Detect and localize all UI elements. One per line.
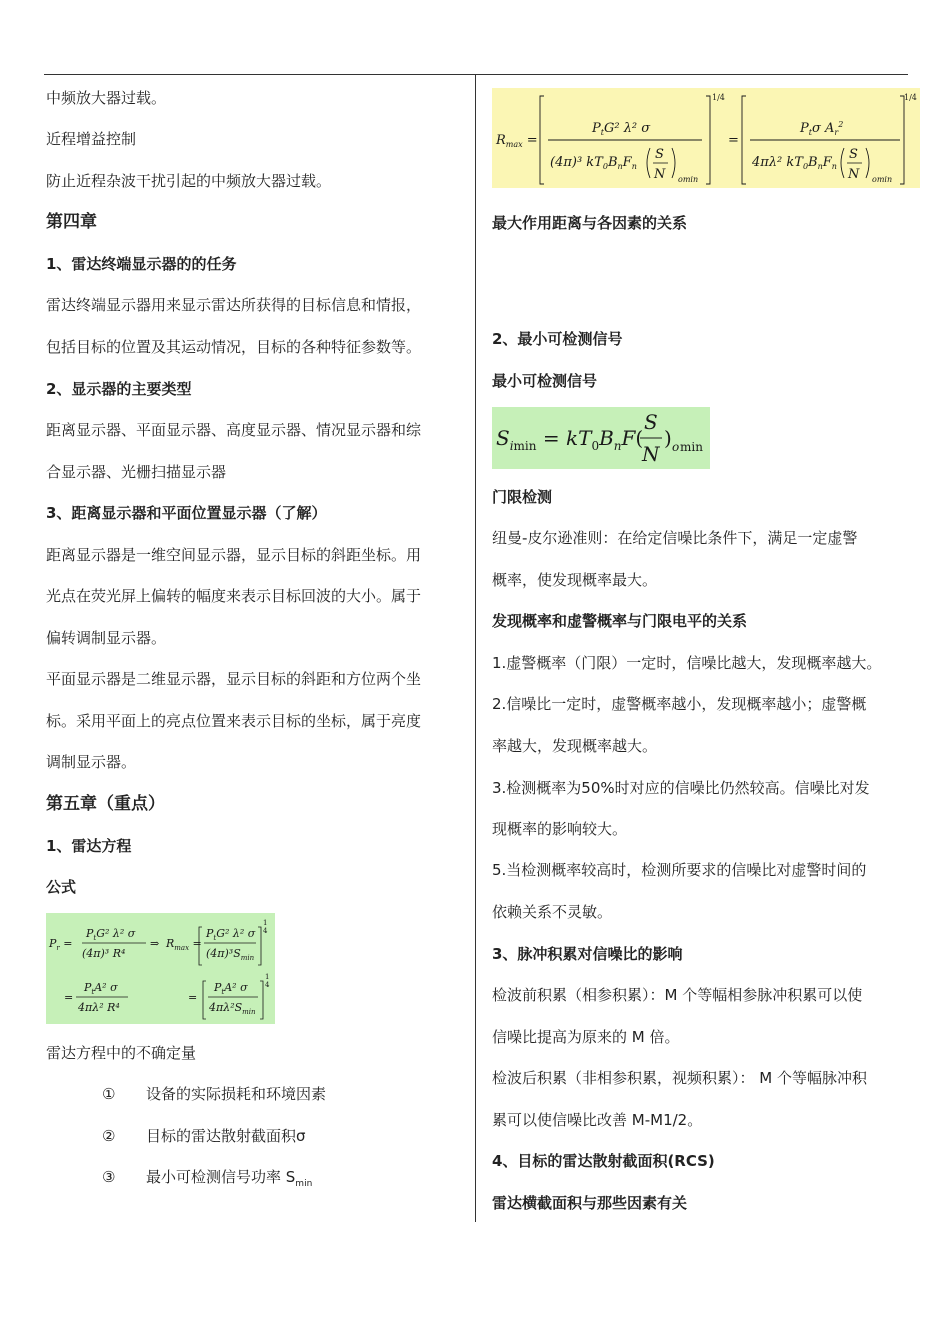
svg-text:S: S: [655, 147, 664, 162]
section-heading: 4、目标的雷达散射截面积(RCS): [492, 1152, 715, 1170]
paragraph-line: 中频放大器过载。: [46, 89, 167, 107]
svg-text:o: o: [672, 440, 680, 454]
svg-text:S: S: [644, 410, 658, 434]
svg-text:1/4: 1/4: [904, 93, 917, 102]
section-heading: 3、脉冲积累对信噪比的影响: [492, 945, 683, 963]
section-heading: 公式: [46, 878, 77, 896]
paragraph-line: 检波前积累（相参积累）：M 个等幅相参脉冲积累可以使: [492, 986, 863, 1004]
paragraph-line: 检波后积累（非相参积累，视频积累）： M 个等幅脉冲积: [492, 1069, 867, 1087]
radar-equation-formula: [46, 913, 275, 1024]
section-heading: 3、距离显示器和平面位置显示器（了解）: [46, 504, 327, 522]
svg-text:⇒: ⇒: [150, 937, 160, 950]
svg-text:(4π)³Smin: $(4\pi)^3S_{min}$: [206, 947, 255, 962]
svg-text:min: min: [680, 440, 703, 454]
svg-text:S: S: [849, 147, 858, 162]
paragraph-line: 现概率的影响较大。: [492, 820, 628, 838]
svg-text:1: 1: [265, 973, 270, 981]
paragraph-line: 雷达终端显示器用来显示雷达所获得的目标信息和情报，: [46, 296, 422, 314]
svg-text:(4π)³ R⁴: (4π)³ R⁴: [82, 947, 126, 960]
svg-text:PtG² λ² σ: $P_tG^2$ λ² σ: [86, 927, 136, 942]
svg-text:): ): [664, 426, 672, 450]
svg-text:N: N: [848, 167, 860, 182]
paragraph-line: 雷达方程中的不确定量: [46, 1044, 197, 1062]
svg-text:Rmax =: $R_{max}$ =: [496, 133, 538, 149]
svg-text:Rmax =: $R_{max}$ =: [166, 937, 202, 952]
list-item-marker: ①: [102, 1085, 116, 1103]
svg-text:PtA² σ: $P_tA^2$ σ: [214, 981, 248, 996]
svg-text:=: =: [728, 133, 739, 148]
svg-text:Pr =: $P_r$ =: [49, 937, 73, 952]
section-heading: 1、雷达终端显示器的的任务: [46, 255, 237, 273]
chapter-heading: 第五章（重点）: [46, 794, 165, 814]
section-heading: 最小可检测信号: [492, 372, 598, 390]
paragraph-line: 依赖关系不灵敏。: [492, 903, 613, 921]
paragraph-line: 率越大，发现概率越大。: [492, 737, 658, 755]
svg-text:omin: omin: [678, 175, 699, 184]
svg-text:4: 4: [263, 927, 268, 935]
svg-text:1: 1: [263, 919, 268, 927]
paragraph-line: 平面显示器是二维显示器，显示目标的斜距和方位两个坐: [46, 670, 422, 688]
section-heading: 2、最小可检测信号: [492, 330, 623, 348]
svg-text:4: 4: [265, 981, 270, 989]
section-heading: 雷达横截面积与那些因素有关: [492, 1194, 688, 1212]
paragraph-line: 距离显示器、平面显示器、高度显示器、情况显示器和综: [46, 421, 422, 439]
list-item-text: 设备的实际损耗和环境因素: [146, 1085, 327, 1103]
svg-text:=: =: [64, 991, 74, 1004]
list-item-text: [146, 1167, 312, 1194]
top-rule: [44, 74, 908, 75]
paragraph-line: 偏转调制显示器。: [46, 629, 167, 647]
svg-text:N: N: [654, 167, 666, 182]
svg-text:4πλ²Smin: $4\pi\lambda^2S_{min}$: [209, 1001, 256, 1016]
paragraph-line: 距离显示器是一维空间显示器，显示目标的斜距坐标。用: [46, 546, 422, 564]
paragraph-line: 包括目标的位置及其运动情况，目标的各种特征参数等。: [46, 338, 422, 356]
list-item-subscript: min: [295, 1179, 313, 1189]
svg-text:PtG² λ² σ: $P_tG^2$ λ² σ: [206, 927, 256, 942]
column-divider: [475, 74, 476, 1222]
paragraph-line: 5.当检测概率较高时，检测所要求的信噪比对虚警时间的: [492, 861, 867, 879]
rmax-formula: [492, 88, 920, 188]
svg-text:4πλ² R⁴: 4πλ² R⁴: [78, 1001, 120, 1014]
svg-text:PtA² σ: $P_tA^2$ σ: [84, 981, 118, 996]
svg-text:1/4: 1/4: [712, 93, 725, 102]
paragraph-line: 概率，使发现概率最大。: [492, 571, 658, 589]
svg-text:=: =: [188, 991, 198, 1004]
smin-formula: [492, 407, 710, 469]
paragraph-line: 调制显示器。: [46, 753, 137, 771]
paragraph-line: 纽曼-皮尔逊准则：在给定信噪比条件下，满足一定虚警: [492, 529, 858, 547]
paragraph-line: 信噪比提高为原来的 M 倍。: [492, 1028, 680, 1046]
section-heading: 最大作用距离与各因素的关系: [492, 214, 688, 232]
list-item-marker: ②: [102, 1127, 116, 1145]
svg-text:Simin = kT0BnF(: $S_i\min = kT_0B_nF$(: [496, 426, 644, 453]
section-heading: 2、显示器的主要类型: [46, 380, 192, 398]
paragraph-line: 近程增益控制: [46, 130, 137, 148]
svg-text:N: N: [642, 442, 660, 466]
paragraph-line: 累可以使信噪比改善 M-M1/2。: [492, 1111, 703, 1129]
list-item-text: 目标的雷达散射截面积σ: [146, 1127, 306, 1145]
list-item-marker: ③: [102, 1168, 116, 1186]
paragraph-line: 1.虚警概率（门限）一定时，信噪比越大，发现概率越大。: [492, 654, 882, 672]
svg-text:(4π)³ kT0BnFn: (4π)³ $kT_0B_nF_n$: [550, 155, 637, 171]
svg-text:4πλ² kT0BnFn: 4πλ² $kT_0B_nF_n$: [752, 155, 837, 171]
list-item-text-main: 最小可检测信号功率 S: [146, 1168, 296, 1186]
section-heading: 1、雷达方程: [46, 837, 132, 855]
paragraph-line: 光点在荧光屏上偏转的幅度来表示目标回波的大小。属于: [46, 587, 422, 605]
section-heading: 发现概率和虚警概率与门限电平的关系: [492, 612, 748, 630]
paragraph-line: 3.检测概率为50%时对应的信噪比仍然较高。信噪比对发: [492, 779, 870, 797]
svg-text:omin: omin: [872, 175, 893, 184]
paragraph-line: 2.信噪比一定时，虚警概率越小，发现概率越小；虚警概: [492, 695, 867, 713]
chapter-heading: 第四章: [46, 212, 97, 232]
paragraph-line: 合显示器、光栅扫描显示器: [46, 463, 227, 481]
section-heading: 门限检测: [492, 488, 553, 506]
svg-text:PtG² λ² σ: $P_tG^2$ λ² σ: [592, 121, 651, 137]
svg-text:Ptσ Ar2: $P_t\sigma$ $A_r^2$: [800, 120, 844, 137]
paragraph-line: 防止近程杂波干扰引起的中频放大器过载。: [46, 172, 332, 190]
paragraph-line: 标。采用平面上的亮点位置来表示目标的坐标，属于亮度: [46, 712, 422, 730]
